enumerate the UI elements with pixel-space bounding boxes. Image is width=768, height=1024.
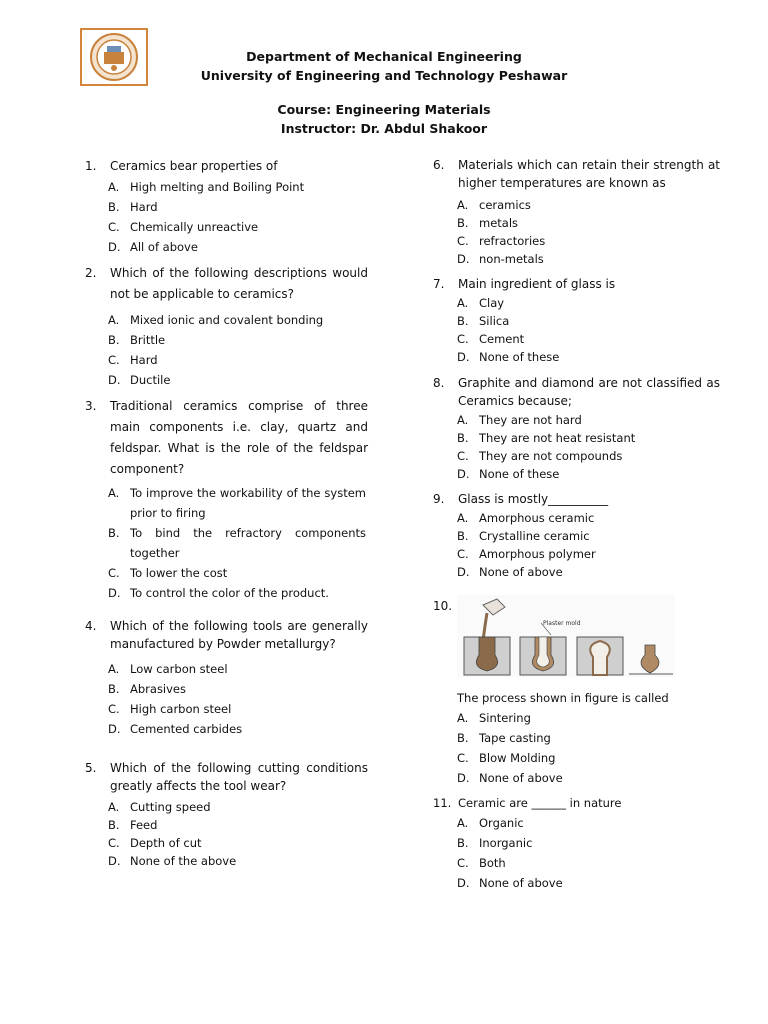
option-text: Both [479,856,506,870]
options-q7 [457,294,717,366]
option-letter: A. [108,486,120,500]
option-letter: D. [108,240,121,254]
option-text: High melting and Boiling Point [130,180,305,194]
option-text: Cement [479,332,525,346]
option[interactable] [108,330,368,350]
option-letter: D. [108,373,121,387]
option[interactable] [457,768,717,788]
option[interactable] [457,330,717,348]
university-title: University of Engineering and Technology Peshawar [200,68,568,83]
option-letter: B. [457,529,469,543]
option[interactable] [108,699,368,719]
option-letter: A. [457,296,469,310]
option[interactable] [457,250,717,268]
option[interactable] [457,813,717,833]
option-letter: C. [108,566,120,580]
option-text: Abrasives [130,682,187,696]
options-q8 [457,411,717,483]
option[interactable] [457,196,717,214]
option-text: Hard [130,353,158,367]
option[interactable] [108,197,368,217]
question-number: 3. [85,399,97,413]
option[interactable] [108,523,366,563]
option[interactable] [457,545,717,563]
option-text: To bind the refractory components together [130,526,366,560]
options-q9 [457,509,717,581]
option-text: To lower the cost [130,566,228,580]
option[interactable] [108,679,368,699]
option-text: ceramics [479,198,531,212]
option[interactable] [457,873,717,893]
option-text: Depth of cut [130,836,202,850]
option-text: Brittle [130,333,166,347]
option-text: To improve the workability of the system prior to firing [130,486,366,520]
option-text: They are not hard [479,413,582,427]
option-letter: A. [457,711,469,725]
option-text: Inorganic [479,836,533,850]
option-text: Crystalline ceramic [479,529,590,543]
option-text: Cutting speed [130,800,211,814]
option-letter: D. [457,252,470,266]
question-number: 10. [433,599,453,613]
option-letter: D. [457,350,470,364]
option-text: None of these [479,467,560,481]
option-letter: B. [457,731,469,745]
option-text: All of above [130,240,198,254]
option-text: Clay [479,296,505,310]
option-letter: C. [457,332,469,346]
option-text: Hard [130,200,158,214]
option-text: Blow Molding [479,751,556,765]
option-text: metals [479,216,519,230]
option-text: Tape casting [479,731,551,745]
option-text: non-metals [479,252,544,266]
option-letter: C. [108,836,120,850]
option-letter: A. [457,413,469,427]
option[interactable] [457,294,717,312]
option[interactable] [457,527,717,545]
option-text: They are not compounds [479,449,623,463]
option[interactable] [457,411,717,429]
option-letter: B. [108,333,120,347]
option[interactable] [108,719,368,739]
option-letter: B. [108,200,120,214]
option-letter: C. [457,856,469,870]
option-letter: D. [108,854,121,868]
question-stem: Ceramics bear properties of [110,159,278,173]
option-letter: B. [457,431,469,445]
question-stem: Graphite and diamond are not classified as Ceramics because; [458,376,720,408]
option-text: None of above [479,565,563,579]
option-text: None of these [479,350,560,364]
option[interactable] [108,217,368,237]
option-letter: D. [108,722,121,736]
question-10-stem [457,688,727,709]
option[interactable] [108,583,366,603]
option-letter: A. [457,198,469,212]
option-letter: A. [457,511,469,525]
options-q4 [108,659,368,739]
option[interactable] [108,834,368,852]
option-text: Amorphous ceramic [479,511,595,525]
option-text: Sintering [479,711,531,725]
question-stem: Which of the following cutting conditions greatly affects the tool wear? [110,761,368,793]
course-title: Course: Engineering Materials [277,102,491,117]
option-letter: D. [457,876,470,890]
option[interactable] [457,728,717,748]
option-text: Chemically unreactive [130,220,259,234]
option-text: Amorphous polymer [479,547,596,561]
question-number: 6. [433,158,445,172]
option[interactable] [457,563,717,581]
option[interactable] [108,177,368,197]
options-q3 [108,483,366,603]
option[interactable] [108,798,368,816]
option-text: None of the above [130,854,237,868]
option-letter: D. [108,586,121,600]
question-number: 4. [85,619,97,633]
options-q10 [457,708,717,788]
option-letter: D. [457,771,470,785]
question-number: 8. [433,376,445,390]
option-letter: C. [457,234,469,248]
option-text: Low carbon steel [130,662,228,676]
question-number: 11. [433,796,452,810]
department-title: Department of Mechanical Engineering [246,49,522,64]
option-letter: B. [457,836,469,850]
option[interactable] [108,563,366,583]
option[interactable] [108,816,368,834]
option-text: Cemented carbides [130,722,243,736]
question-stem: Ceramic are ______ in nature [458,796,622,810]
question-number: 5. [85,761,97,775]
option-letter: C. [108,702,120,716]
option-text: Silica [479,314,510,328]
option-text: Organic [479,816,524,830]
option-letter: D. [457,467,470,481]
option[interactable] [457,429,717,447]
options-q5 [108,798,368,870]
option-text: To control the color of the product. [130,586,329,600]
option-letter: A. [457,816,469,830]
option-letter: C. [457,751,469,765]
option[interactable] [457,232,717,250]
options-q11 [457,813,717,893]
options-q2 [108,310,368,390]
option-letter: C. [108,220,120,234]
question-number: 7. [433,277,445,291]
option[interactable] [457,465,717,483]
option[interactable] [108,310,368,330]
option[interactable] [108,852,368,870]
options-q6 [457,196,717,268]
plaster-mold-label: Plaster mold [543,620,581,627]
option-letter: A. [108,662,120,676]
option-letter: C. [457,449,469,463]
option-text: Ductile [130,373,171,387]
option[interactable] [457,509,717,527]
option[interactable] [457,748,717,768]
option-text: Feed [130,818,158,832]
option[interactable] [108,483,366,523]
question-stem: Materials which can retain their strength at higher temperatures are known as [458,158,720,190]
question-stem: Which of the following descriptions would not be applicable to ceramics? [110,266,368,301]
question-stem: Glass is mostly__________ [458,492,609,506]
option[interactable] [457,708,717,728]
question-stem: Traditional ceramics comprise of three main components i.e. clay, quartz and feldspar. What is the role of the feldspar component? [110,399,368,476]
option[interactable] [108,237,368,257]
option-letter: C. [108,353,120,367]
question-number: 9. [433,492,445,506]
option[interactable] [457,214,717,232]
question-stem: Which of the following tools are generally manufactured by Powder metallurgy? [110,619,368,651]
option-text: refractories [479,234,546,248]
option-text: They are not heat resistant [479,431,636,445]
question-stem: The process shown in figure is called [457,691,669,705]
option-letter: C. [457,547,469,561]
option[interactable] [457,853,717,873]
option-letter: B. [457,314,469,328]
question-number: 2. [85,266,97,280]
option-text: High carbon steel [130,702,232,716]
option-letter: A. [108,180,120,194]
slip-casting-figure [457,595,675,677]
option-letter: D. [457,565,470,579]
option[interactable] [457,348,717,366]
option-letter: A. [108,800,120,814]
option-letter: A. [108,313,120,327]
question-stem: Main ingredient of glass is [458,277,616,291]
option-text: None of above [479,771,563,785]
option-letter: B. [108,682,120,696]
option[interactable] [457,833,717,853]
instructor-name: Instructor: Dr. Abdul Shakoor [280,121,488,136]
option[interactable] [108,350,368,370]
option-text: Mixed ionic and covalent bonding [130,313,324,327]
options-q1 [108,177,368,257]
question-number: 1. [85,159,97,173]
option-letter: B. [108,818,120,832]
option-letter: B. [108,526,120,540]
option[interactable] [108,659,368,679]
option-letter: B. [457,216,469,230]
option-text: None of above [479,876,563,890]
option[interactable] [108,370,368,390]
option[interactable] [457,447,717,465]
option[interactable] [457,312,717,330]
